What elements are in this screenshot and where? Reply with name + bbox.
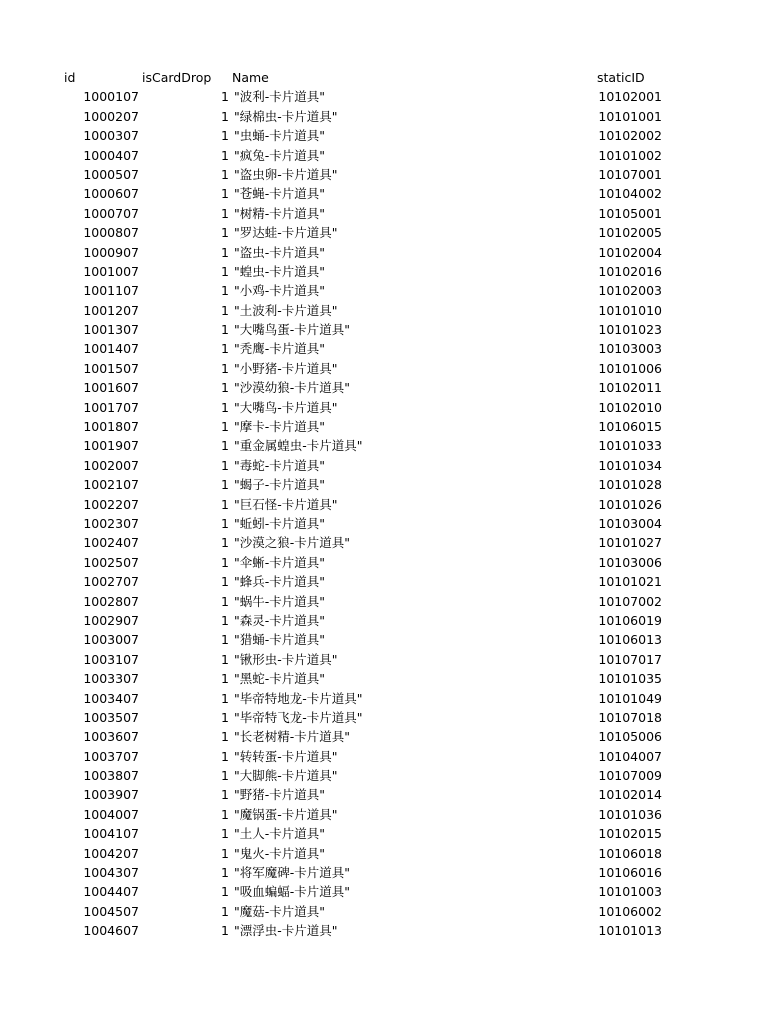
cell-iscarddrop: 1 <box>221 651 229 667</box>
cell-iscarddrop: 1 <box>221 690 229 706</box>
cell-name: "苍蝇-卡片道具" <box>234 186 326 202</box>
cell-id: 1003607 <box>83 729 139 745</box>
cell-id: 1001107 <box>83 283 139 299</box>
cell-name: "树精-卡片道具" <box>234 205 326 221</box>
cell-name: "蜗牛-卡片道具" <box>234 593 326 609</box>
cell-id: 1001307 <box>83 322 139 338</box>
table-row <box>0 708 768 727</box>
cell-iscarddrop: 1 <box>221 322 229 338</box>
cell-id: 1000607 <box>83 186 139 202</box>
cell-id: 1002807 <box>83 593 139 609</box>
cell-name: "巨石怪-卡片道具" <box>234 496 338 512</box>
cell-iscarddrop: 1 <box>221 244 229 260</box>
table-row <box>0 87 768 106</box>
cell-name: "将军魔碑-卡片道具" <box>234 865 351 881</box>
cell-id: 1002907 <box>83 612 139 628</box>
cell-name: "秃鹰-卡片道具" <box>234 341 326 357</box>
table-row <box>0 592 768 611</box>
cell-iscarddrop: 1 <box>221 729 229 745</box>
cell-staticid: 10102010 <box>598 399 662 415</box>
cell-staticid: 10101002 <box>598 147 662 163</box>
cell-name: "绿棉虫-卡片道具" <box>234 108 338 124</box>
table-row <box>0 378 768 397</box>
cell-staticid: 10101027 <box>598 535 662 551</box>
table-row <box>0 766 768 785</box>
cell-iscarddrop: 1 <box>221 419 229 435</box>
cell-staticid: 10102003 <box>598 283 662 299</box>
cell-id: 1003007 <box>83 632 139 648</box>
cell-staticid: 10106016 <box>598 865 662 881</box>
cell-staticid: 10102002 <box>598 128 662 144</box>
cell-staticid: 10101049 <box>598 690 662 706</box>
cell-name: "重金属蝗虫-卡片道具" <box>234 438 363 454</box>
table-row <box>0 747 768 766</box>
cell-id: 1000707 <box>83 205 139 221</box>
table-row <box>0 630 768 649</box>
cell-name: "蝎子-卡片道具" <box>234 477 326 493</box>
cell-name: "波利-卡片道具" <box>234 89 326 105</box>
table-row <box>0 514 768 533</box>
column-header-iscarddrop: isCardDrop <box>142 70 212 85</box>
cell-name: "森灵-卡片道具" <box>234 612 326 628</box>
cell-staticid: 10105001 <box>598 205 662 221</box>
cell-id: 1004607 <box>83 923 139 939</box>
cell-iscarddrop: 1 <box>221 360 229 376</box>
column-header-id: id <box>64 70 76 85</box>
cell-iscarddrop: 1 <box>221 612 229 628</box>
table-row <box>0 107 768 126</box>
cell-iscarddrop: 1 <box>221 457 229 473</box>
cell-id: 1001807 <box>83 419 139 435</box>
cell-id: 1003807 <box>83 768 139 784</box>
cell-name: "沙漠幼狼-卡片道具" <box>234 380 351 396</box>
cell-iscarddrop: 1 <box>221 845 229 861</box>
cell-id: 1002007 <box>83 457 139 473</box>
table-row <box>0 805 768 824</box>
cell-id: 1002407 <box>83 535 139 551</box>
table-row <box>0 359 768 378</box>
cell-id: 1000807 <box>83 225 139 241</box>
cell-staticid: 10106018 <box>598 845 662 861</box>
cell-name: "野猪-卡片道具" <box>234 787 326 803</box>
cell-id: 1000907 <box>83 244 139 260</box>
cell-id: 1001407 <box>83 341 139 357</box>
cell-id: 1002207 <box>83 496 139 512</box>
cell-iscarddrop: 1 <box>221 574 229 590</box>
table-row <box>0 727 768 746</box>
cell-iscarddrop: 1 <box>221 632 229 648</box>
cell-iscarddrop: 1 <box>221 554 229 570</box>
cell-staticid: 10102001 <box>598 89 662 105</box>
cell-id: 1001507 <box>83 360 139 376</box>
cell-name: "沙漠之狼-卡片道具" <box>234 535 351 551</box>
cell-staticid: 10105006 <box>598 729 662 745</box>
cell-iscarddrop: 1 <box>221 709 229 725</box>
cell-iscarddrop: 1 <box>221 787 229 803</box>
table-row <box>0 669 768 688</box>
cell-id: 1004207 <box>83 845 139 861</box>
column-header-name: Name <box>232 70 269 85</box>
cell-name: "漂浮虫-卡片道具" <box>234 923 338 939</box>
cell-iscarddrop: 1 <box>221 438 229 454</box>
cell-staticid: 10107002 <box>598 593 662 609</box>
cell-iscarddrop: 1 <box>221 263 229 279</box>
cell-staticid: 10101013 <box>598 923 662 939</box>
cell-name: "锹形虫-卡片道具" <box>234 651 338 667</box>
cell-iscarddrop: 1 <box>221 884 229 900</box>
table-row <box>0 650 768 669</box>
table-row <box>0 126 768 145</box>
cell-iscarddrop: 1 <box>221 380 229 396</box>
cell-name: "土波利-卡片道具" <box>234 302 338 318</box>
table-row <box>0 611 768 630</box>
cell-id: 1003107 <box>83 651 139 667</box>
cell-name: "大脚熊-卡片道具" <box>234 768 338 784</box>
cell-name: "蚯蚓-卡片道具" <box>234 515 326 531</box>
cell-name: "转转蛋-卡片道具" <box>234 748 338 764</box>
cell-iscarddrop: 1 <box>221 671 229 687</box>
card-drop-table <box>0 68 768 941</box>
cell-id: 1000307 <box>83 128 139 144</box>
cell-id: 1004307 <box>83 865 139 881</box>
cell-id: 1004107 <box>83 826 139 842</box>
cell-id: 1002107 <box>83 477 139 493</box>
cell-name: "伞蜥-卡片道具" <box>234 554 326 570</box>
table-row <box>0 553 768 572</box>
table-row <box>0 475 768 494</box>
cell-iscarddrop: 1 <box>221 89 229 105</box>
cell-staticid: 10102005 <box>598 225 662 241</box>
cell-staticid: 10102011 <box>598 380 662 396</box>
cell-id: 1000407 <box>83 147 139 163</box>
cell-staticid: 10103006 <box>598 554 662 570</box>
table-row <box>0 204 768 223</box>
cell-iscarddrop: 1 <box>221 865 229 881</box>
cell-name: "虫蛹-卡片道具" <box>234 128 326 144</box>
cell-iscarddrop: 1 <box>221 302 229 318</box>
cell-iscarddrop: 1 <box>221 923 229 939</box>
cell-iscarddrop: 1 <box>221 903 229 919</box>
table-row <box>0 165 768 184</box>
cell-staticid: 10101034 <box>598 457 662 473</box>
cell-name: "吸血蝙蝠-卡片道具" <box>234 884 351 900</box>
cell-iscarddrop: 1 <box>221 806 229 822</box>
cell-name: "小鸡-卡片道具" <box>234 283 326 299</box>
cell-id: 1004407 <box>83 884 139 900</box>
table-row <box>0 785 768 804</box>
cell-staticid: 10101023 <box>598 322 662 338</box>
cell-staticid: 10107017 <box>598 651 662 667</box>
cell-staticid: 10104007 <box>598 748 662 764</box>
cell-name: "魔菇-卡片道具" <box>234 903 326 919</box>
table-row <box>0 921 768 940</box>
cell-name: "毒蛇-卡片道具" <box>234 457 326 473</box>
table-body <box>0 87 768 940</box>
cell-id: 1002507 <box>83 554 139 570</box>
cell-iscarddrop: 1 <box>221 186 229 202</box>
table-header-row <box>0 68 768 87</box>
cell-iscarddrop: 1 <box>221 399 229 415</box>
cell-staticid: 10102014 <box>598 787 662 803</box>
table-row <box>0 824 768 843</box>
cell-iscarddrop: 1 <box>221 225 229 241</box>
cell-staticid: 10101028 <box>598 477 662 493</box>
cell-staticid: 10101036 <box>598 806 662 822</box>
cell-iscarddrop: 1 <box>221 147 229 163</box>
table-row <box>0 456 768 475</box>
cell-staticid: 10101003 <box>598 884 662 900</box>
cell-id: 1004507 <box>83 903 139 919</box>
cell-iscarddrop: 1 <box>221 283 229 299</box>
cell-staticid: 10104002 <box>598 186 662 202</box>
table-row <box>0 262 768 281</box>
cell-iscarddrop: 1 <box>221 166 229 182</box>
table-row <box>0 146 768 165</box>
cell-name: "盗虫-卡片道具" <box>234 244 326 260</box>
cell-name: "魔锅蛋-卡片道具" <box>234 806 338 822</box>
cell-staticid: 10101035 <box>598 671 662 687</box>
cell-id: 1002307 <box>83 515 139 531</box>
table-row <box>0 689 768 708</box>
cell-staticid: 10101033 <box>598 438 662 454</box>
cell-staticid: 10101001 <box>598 108 662 124</box>
cell-staticid: 10101006 <box>598 360 662 376</box>
cell-staticid: 10106002 <box>598 903 662 919</box>
cell-id: 1003707 <box>83 748 139 764</box>
cell-staticid: 10101026 <box>598 496 662 512</box>
cell-id: 1003307 <box>83 671 139 687</box>
cell-name: "盗虫卵-卡片道具" <box>234 166 338 182</box>
table-row <box>0 863 768 882</box>
table-row <box>0 572 768 591</box>
cell-name: "疯兔-卡片道具" <box>234 147 326 163</box>
cell-name: "蝗虫-卡片道具" <box>234 263 326 279</box>
cell-name: "猎蛹-卡片道具" <box>234 632 326 648</box>
cell-id: 1001007 <box>83 263 139 279</box>
table-row <box>0 844 768 863</box>
table-row <box>0 339 768 358</box>
cell-name: "罗达蛙-卡片道具" <box>234 225 338 241</box>
cell-id: 1003407 <box>83 690 139 706</box>
cell-staticid: 10102004 <box>598 244 662 260</box>
cell-id: 1003507 <box>83 709 139 725</box>
cell-id: 1001907 <box>83 438 139 454</box>
cell-iscarddrop: 1 <box>221 496 229 512</box>
cell-id: 1000507 <box>83 166 139 182</box>
cell-name: "摩卡-卡片道具" <box>234 419 326 435</box>
table-row <box>0 436 768 455</box>
cell-name: "毕帝特飞龙-卡片道具" <box>234 709 363 725</box>
cell-id: 1001607 <box>83 380 139 396</box>
cell-name: "蜂兵-卡片道具" <box>234 574 326 590</box>
cell-iscarddrop: 1 <box>221 205 229 221</box>
cell-id: 1002707 <box>83 574 139 590</box>
table-row <box>0 495 768 514</box>
cell-iscarddrop: 1 <box>221 108 229 124</box>
cell-staticid: 10102015 <box>598 826 662 842</box>
cell-iscarddrop: 1 <box>221 768 229 784</box>
cell-staticid: 10101021 <box>598 574 662 590</box>
cell-id: 1003907 <box>83 787 139 803</box>
cell-id: 1000107 <box>83 89 139 105</box>
cell-id: 1001207 <box>83 302 139 318</box>
cell-staticid: 10106019 <box>598 612 662 628</box>
cell-staticid: 10101010 <box>598 302 662 318</box>
cell-iscarddrop: 1 <box>221 477 229 493</box>
cell-iscarddrop: 1 <box>221 535 229 551</box>
cell-name: "长老树精-卡片道具" <box>234 729 351 745</box>
cell-staticid: 10107009 <box>598 768 662 784</box>
cell-iscarddrop: 1 <box>221 748 229 764</box>
cell-name: "鬼火-卡片道具" <box>234 845 326 861</box>
table-row <box>0 533 768 552</box>
column-header-staticid: staticID <box>597 70 645 85</box>
table-row <box>0 301 768 320</box>
cell-id: 1000207 <box>83 108 139 124</box>
table-row <box>0 882 768 901</box>
cell-name: "黑蛇-卡片道具" <box>234 671 326 687</box>
cell-id: 1001707 <box>83 399 139 415</box>
cell-iscarddrop: 1 <box>221 341 229 357</box>
table-row <box>0 320 768 339</box>
cell-name: "土人-卡片道具" <box>234 826 326 842</box>
table-row <box>0 223 768 242</box>
table-row <box>0 281 768 300</box>
cell-name: "大嘴鸟-卡片道具" <box>234 399 338 415</box>
table-row <box>0 243 768 262</box>
cell-staticid: 10103004 <box>598 515 662 531</box>
table-row <box>0 417 768 436</box>
cell-id: 1004007 <box>83 806 139 822</box>
cell-iscarddrop: 1 <box>221 593 229 609</box>
cell-staticid: 10107001 <box>598 166 662 182</box>
cell-name: "小野猪-卡片道具" <box>234 360 338 376</box>
cell-iscarddrop: 1 <box>221 515 229 531</box>
table-row <box>0 398 768 417</box>
cell-name: "毕帝特地龙-卡片道具" <box>234 690 363 706</box>
cell-iscarddrop: 1 <box>221 826 229 842</box>
cell-name: "大嘴鸟蛋-卡片道具" <box>234 322 351 338</box>
table-row <box>0 184 768 203</box>
cell-staticid: 10106013 <box>598 632 662 648</box>
cell-staticid: 10103003 <box>598 341 662 357</box>
cell-iscarddrop: 1 <box>221 128 229 144</box>
cell-staticid: 10107018 <box>598 709 662 725</box>
cell-staticid: 10106015 <box>598 419 662 435</box>
table-row <box>0 902 768 921</box>
cell-staticid: 10102016 <box>598 263 662 279</box>
